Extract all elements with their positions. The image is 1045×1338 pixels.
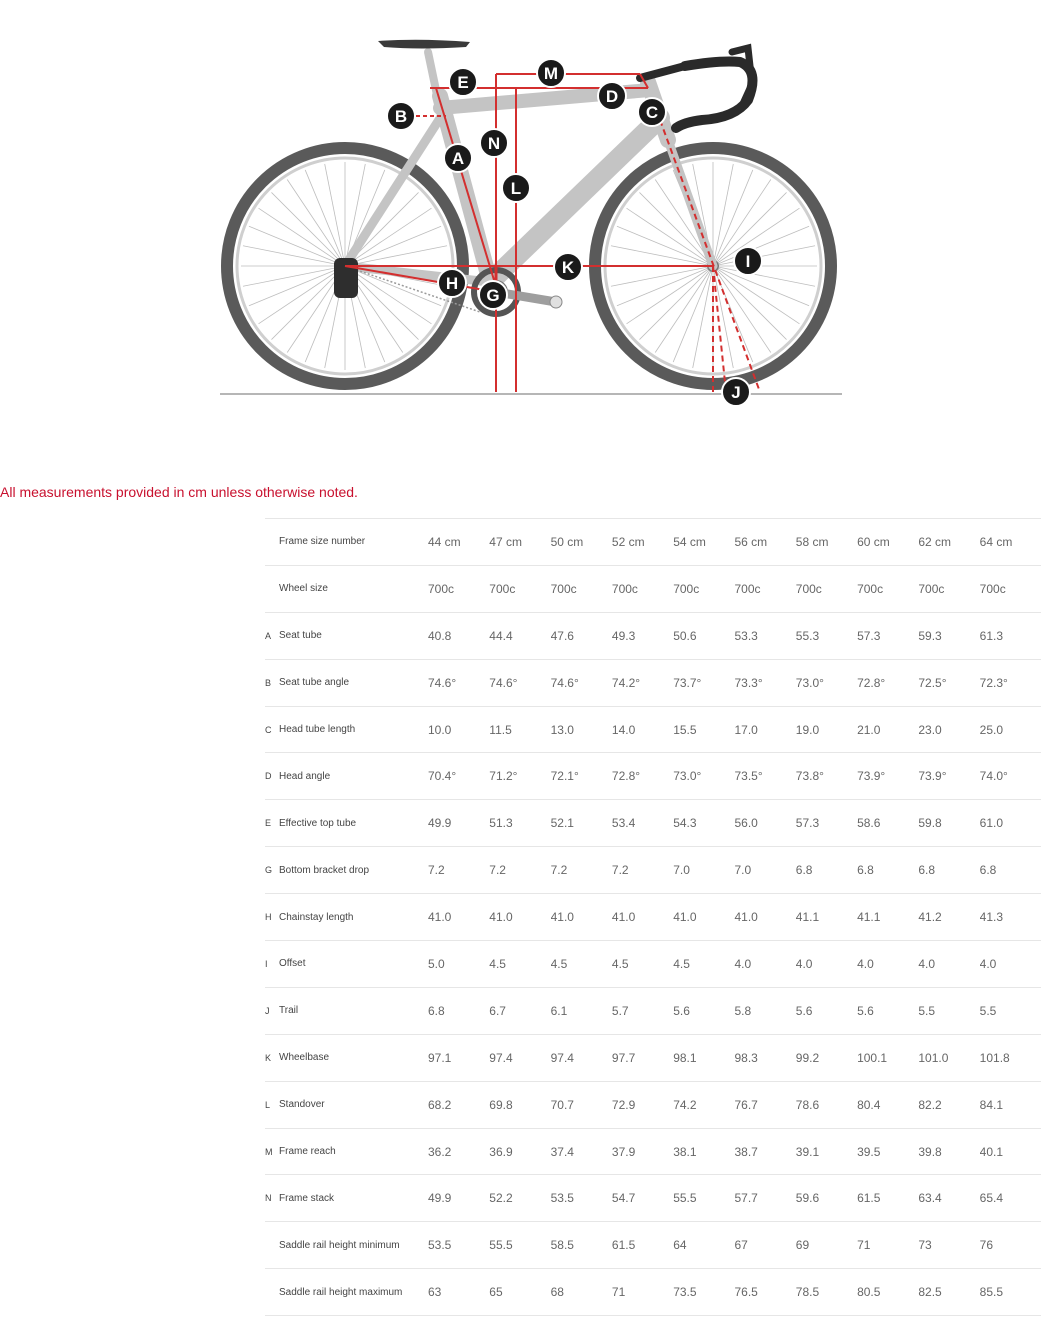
- table-cell: 6.8: [428, 987, 489, 1034]
- table-cell: 15.5: [673, 706, 734, 753]
- table-cell: 53.3: [734, 612, 795, 659]
- table-cell: 47 cm: [489, 519, 550, 566]
- table-cell: 97.4: [489, 1034, 550, 1081]
- table-cell: 5.5: [980, 987, 1041, 1034]
- table-cell: 72.9: [612, 1081, 673, 1128]
- row-label: Frame size number: [279, 519, 428, 566]
- table-cell: 69: [796, 1222, 857, 1269]
- marker-e: [449, 68, 477, 96]
- row-label: Head angle: [279, 753, 428, 800]
- table-cell: 41.0: [734, 894, 795, 941]
- table-cell: 700c: [857, 565, 918, 612]
- table-cell: 40.1: [980, 1128, 1041, 1175]
- table-cell: 97.1: [428, 1034, 489, 1081]
- table-cell: 39.1: [796, 1128, 857, 1175]
- table-cell: 37.4: [551, 1128, 612, 1175]
- table-cell: 74.6°: [551, 659, 612, 706]
- table-cell: 71.2°: [489, 753, 550, 800]
- table-cell: 6.8: [796, 847, 857, 894]
- table-cell: 84.1: [980, 1081, 1041, 1128]
- row-label: Saddle rail height maximum: [279, 1269, 428, 1316]
- marker-c: [638, 98, 666, 126]
- table-cell: 4.0: [980, 941, 1041, 988]
- table-cell: 61.0: [980, 800, 1041, 847]
- row-label: Head tube length: [279, 706, 428, 753]
- table-cell: 56 cm: [734, 519, 795, 566]
- table-cell: 69.8: [489, 1081, 550, 1128]
- marker-label: K: [561, 258, 575, 277]
- table-cell: 6.8: [918, 847, 979, 894]
- table-cell: 70.4°: [428, 753, 489, 800]
- marker-l: [502, 174, 530, 202]
- table-cell: 6.8: [980, 847, 1041, 894]
- table-cell: 74.2: [673, 1081, 734, 1128]
- table-cell: 72.3°: [980, 659, 1041, 706]
- table-cell: 98.3: [734, 1034, 795, 1081]
- table-cell: 73.9°: [918, 753, 979, 800]
- table-cell: 54.7: [612, 1175, 673, 1222]
- table-row: [265, 987, 1041, 1034]
- table-cell: 59.3: [918, 612, 979, 659]
- table-cell: 4.0: [918, 941, 979, 988]
- table-cell: 65.4: [980, 1175, 1041, 1222]
- table-cell: 700c: [612, 565, 673, 612]
- table-cell: 4.5: [673, 941, 734, 988]
- row-letter: B: [265, 659, 279, 706]
- marker-b: [387, 102, 415, 130]
- table-cell: 44.4: [489, 612, 550, 659]
- row-letter: E: [265, 800, 279, 847]
- marker-label: I: [745, 252, 751, 271]
- table-cell: 41.0: [612, 894, 673, 941]
- table-cell: 700c: [734, 565, 795, 612]
- table-cell: 62 cm: [918, 519, 979, 566]
- marker-i: [734, 247, 762, 275]
- row-letter: I: [265, 941, 279, 988]
- table-cell: 7.0: [673, 847, 734, 894]
- table-cell: 101.8: [980, 1034, 1041, 1081]
- table-cell: 51.3: [489, 800, 550, 847]
- table-cell: 52.1: [551, 800, 612, 847]
- table-cell: 700c: [428, 565, 489, 612]
- table-cell: 53.5: [428, 1222, 489, 1269]
- row-label: Offset: [279, 941, 428, 988]
- table-cell: 101.0: [918, 1034, 979, 1081]
- table-cell: 99.2: [796, 1034, 857, 1081]
- table-cell: 39.8: [918, 1128, 979, 1175]
- table-row: [265, 800, 1041, 847]
- row-label: Trail: [279, 987, 428, 1034]
- table-cell: 72.1°: [551, 753, 612, 800]
- table-cell: 5.7: [612, 987, 673, 1034]
- table-cell: 39.5: [857, 1128, 918, 1175]
- table-row: [265, 565, 1041, 612]
- table-row: [265, 941, 1041, 988]
- marker-label: B: [394, 107, 408, 126]
- table-row: [265, 847, 1041, 894]
- table-cell: 13.0: [551, 706, 612, 753]
- table-cell: 21.0: [857, 706, 918, 753]
- table-cell: 36.2: [428, 1128, 489, 1175]
- row-letter: A: [265, 612, 279, 659]
- table-cell: 14.0: [612, 706, 673, 753]
- marker-m: [537, 59, 565, 87]
- table-cell: 73.9°: [857, 753, 918, 800]
- row-letter: D: [265, 753, 279, 800]
- marker-label: G: [486, 286, 500, 305]
- table-cell: 64 cm: [980, 519, 1041, 566]
- table-cell: 70.7: [551, 1081, 612, 1128]
- table-cell: 63: [428, 1269, 489, 1316]
- table-cell: 700c: [489, 565, 550, 612]
- table-cell: 68: [551, 1269, 612, 1316]
- row-letter: L: [265, 1081, 279, 1128]
- table-cell: 47.6: [551, 612, 612, 659]
- table-cell: 59.6: [796, 1175, 857, 1222]
- table-cell: 4.0: [857, 941, 918, 988]
- table-cell: 10.0: [428, 706, 489, 753]
- table-row: [265, 753, 1041, 800]
- table-cell: 73.5°: [734, 753, 795, 800]
- table-cell: 64: [673, 1222, 734, 1269]
- marker-n: [480, 129, 508, 157]
- table-cell: 52.2: [489, 1175, 550, 1222]
- table-row: [265, 1128, 1041, 1175]
- marker-label: E: [457, 73, 469, 92]
- table-cell: 80.5: [857, 1269, 918, 1316]
- marker-label: C: [645, 103, 659, 122]
- table-cell: 19.0: [796, 706, 857, 753]
- table-cell: 4.0: [796, 941, 857, 988]
- table-row: [265, 1175, 1041, 1222]
- table-cell: 49.9: [428, 800, 489, 847]
- row-label: Wheelbase: [279, 1034, 428, 1081]
- row-letter: [265, 565, 279, 612]
- table-cell: 58 cm: [796, 519, 857, 566]
- table-cell: 82.2: [918, 1081, 979, 1128]
- table-cell: 49.3: [612, 612, 673, 659]
- table-cell: 73.8°: [796, 753, 857, 800]
- row-label: Frame reach: [279, 1128, 428, 1175]
- marker-j: [722, 378, 750, 406]
- marker-h: [438, 269, 466, 297]
- row-letter: H: [265, 894, 279, 941]
- row-label: Bottom bracket drop: [279, 847, 428, 894]
- table-cell: 53.4: [612, 800, 673, 847]
- table-cell: 72.5°: [918, 659, 979, 706]
- table-cell: 97.4: [551, 1034, 612, 1081]
- table-cell: 60 cm: [857, 519, 918, 566]
- table-cell: 63.4: [918, 1175, 979, 1222]
- table-cell: 700c: [796, 565, 857, 612]
- row-letter: C: [265, 706, 279, 753]
- marker-d: [598, 82, 626, 110]
- table-row: [265, 1269, 1041, 1316]
- table-cell: 36.9: [489, 1128, 550, 1175]
- table-row: [265, 1222, 1041, 1269]
- table-cell: 52 cm: [612, 519, 673, 566]
- table-cell: 49.9: [428, 1175, 489, 1222]
- bike-geometry-diagram: [210, 30, 860, 410]
- row-letter: [265, 519, 279, 566]
- table-cell: 54.3: [673, 800, 734, 847]
- table-cell: 74.6°: [428, 659, 489, 706]
- marker-label: D: [605, 87, 619, 106]
- table-cell: 61.5: [612, 1222, 673, 1269]
- table-cell: 72.8°: [857, 659, 918, 706]
- row-letter: [265, 1269, 279, 1316]
- table-cell: 55.5: [673, 1175, 734, 1222]
- table-cell: 73.0°: [796, 659, 857, 706]
- saddle: [378, 40, 470, 49]
- table-cell: 37.9: [612, 1128, 673, 1175]
- marker-label: N: [487, 134, 501, 153]
- table-cell: 74.6°: [489, 659, 550, 706]
- table-cell: 76.7: [734, 1081, 795, 1128]
- table-cell: 7.0: [734, 847, 795, 894]
- table-cell: 57.3: [857, 612, 918, 659]
- measurement-note: All measurements provided in cm unless otherwise noted.: [0, 484, 358, 500]
- table-row: [265, 1034, 1041, 1081]
- row-letter: J: [265, 987, 279, 1034]
- table-cell: 6.8: [857, 847, 918, 894]
- table-cell: 50 cm: [551, 519, 612, 566]
- table-cell: 38.1: [673, 1128, 734, 1175]
- table-cell: 73.7°: [673, 659, 734, 706]
- table-cell: 40.8: [428, 612, 489, 659]
- table-cell: 85.5: [980, 1269, 1041, 1316]
- table-cell: 6.1: [551, 987, 612, 1034]
- table-cell: 73.3°: [734, 659, 795, 706]
- row-letter: G: [265, 847, 279, 894]
- table-cell: 54 cm: [673, 519, 734, 566]
- row-label: Seat tube angle: [279, 659, 428, 706]
- table-cell: 73.0°: [673, 753, 734, 800]
- marker-label: H: [445, 274, 459, 293]
- geometry-table: [265, 518, 1041, 1316]
- table-cell: 7.2: [428, 847, 489, 894]
- row-letter: K: [265, 1034, 279, 1081]
- table-cell: 4.5: [489, 941, 550, 988]
- table-cell: 41.0: [489, 894, 550, 941]
- table-cell: 11.5: [489, 706, 550, 753]
- table-cell: 4.5: [551, 941, 612, 988]
- table-cell: 78.5: [796, 1269, 857, 1316]
- row-letter: [265, 1222, 279, 1269]
- row-label: Frame stack: [279, 1175, 428, 1222]
- table-cell: 50.6: [673, 612, 734, 659]
- table-row: [265, 519, 1041, 566]
- table-cell: 38.7: [734, 1128, 795, 1175]
- table-cell: 5.6: [796, 987, 857, 1034]
- marker-k: [554, 253, 582, 281]
- table-cell: 57.3: [796, 800, 857, 847]
- table-cell: 71: [612, 1269, 673, 1316]
- table-cell: 5.5: [918, 987, 979, 1034]
- table-cell: 74.2°: [612, 659, 673, 706]
- table-cell: 44 cm: [428, 519, 489, 566]
- table-cell: 57.7: [734, 1175, 795, 1222]
- table-cell: 6.7: [489, 987, 550, 1034]
- table-cell: 100.1: [857, 1034, 918, 1081]
- table-cell: 98.1: [673, 1034, 734, 1081]
- table-row: [265, 894, 1041, 941]
- table-row: [265, 612, 1041, 659]
- table-cell: 55.5: [489, 1222, 550, 1269]
- table-cell: 41.3: [980, 894, 1041, 941]
- table-row: [265, 1081, 1041, 1128]
- table-cell: 65: [489, 1269, 550, 1316]
- table-cell: 71: [857, 1222, 918, 1269]
- table-cell: 58.5: [551, 1222, 612, 1269]
- table-cell: 41.1: [857, 894, 918, 941]
- table-row: [265, 706, 1041, 753]
- table-cell: 82.5: [918, 1269, 979, 1316]
- table-cell: 73.5: [673, 1269, 734, 1316]
- marker-label: M: [543, 64, 559, 83]
- table-cell: 23.0: [918, 706, 979, 753]
- table-cell: 74.0°: [980, 753, 1041, 800]
- table-cell: 700c: [551, 565, 612, 612]
- table-cell: 56.0: [734, 800, 795, 847]
- row-label: Saddle rail height minimum: [279, 1222, 428, 1269]
- table-cell: 700c: [673, 565, 734, 612]
- marker-g: [479, 281, 507, 309]
- table-cell: 67: [734, 1222, 795, 1269]
- table-cell: 5.6: [673, 987, 734, 1034]
- marker-label: J: [731, 383, 741, 402]
- table-cell: 68.2: [428, 1081, 489, 1128]
- table-cell: 7.2: [489, 847, 550, 894]
- table-cell: 4.5: [612, 941, 673, 988]
- table-cell: 76.5: [734, 1269, 795, 1316]
- table-cell: 7.2: [612, 847, 673, 894]
- row-letter: M: [265, 1128, 279, 1175]
- table-cell: 80.4: [857, 1081, 918, 1128]
- table-cell: 7.2: [551, 847, 612, 894]
- row-label: Wheel size: [279, 565, 428, 612]
- table-cell: 61.3: [980, 612, 1041, 659]
- marker-a: [444, 144, 472, 172]
- table-cell: 53.5: [551, 1175, 612, 1222]
- table-cell: 41.1: [796, 894, 857, 941]
- table-cell: 5.0: [428, 941, 489, 988]
- table-cell: 97.7: [612, 1034, 673, 1081]
- table-cell: 4.0: [734, 941, 795, 988]
- table-cell: 17.0: [734, 706, 795, 753]
- row-label: Chainstay length: [279, 894, 428, 941]
- table-cell: 76: [980, 1222, 1041, 1269]
- row-label: Effective top tube: [279, 800, 428, 847]
- table-cell: 61.5: [857, 1175, 918, 1222]
- marker-label: A: [451, 149, 465, 168]
- table-cell: 25.0: [980, 706, 1041, 753]
- table-cell: 5.8: [734, 987, 795, 1034]
- table-cell: 73: [918, 1222, 979, 1269]
- table-row: [265, 659, 1041, 706]
- table-cell: 72.8°: [612, 753, 673, 800]
- row-label: Seat tube: [279, 612, 428, 659]
- table-cell: 41.0: [673, 894, 734, 941]
- table-cell: 78.6: [796, 1081, 857, 1128]
- table-cell: 5.6: [857, 987, 918, 1034]
- table-cell: 41.2: [918, 894, 979, 941]
- table-cell: 700c: [918, 565, 979, 612]
- table-cell: 58.6: [857, 800, 918, 847]
- table-cell: 700c: [980, 565, 1041, 612]
- row-letter: N: [265, 1175, 279, 1222]
- table-cell: 41.0: [428, 894, 489, 941]
- marker-label: L: [510, 179, 522, 198]
- table-cell: 55.3: [796, 612, 857, 659]
- row-label: Standover: [279, 1081, 428, 1128]
- table-cell: 59.8: [918, 800, 979, 847]
- table-cell: 41.0: [551, 894, 612, 941]
